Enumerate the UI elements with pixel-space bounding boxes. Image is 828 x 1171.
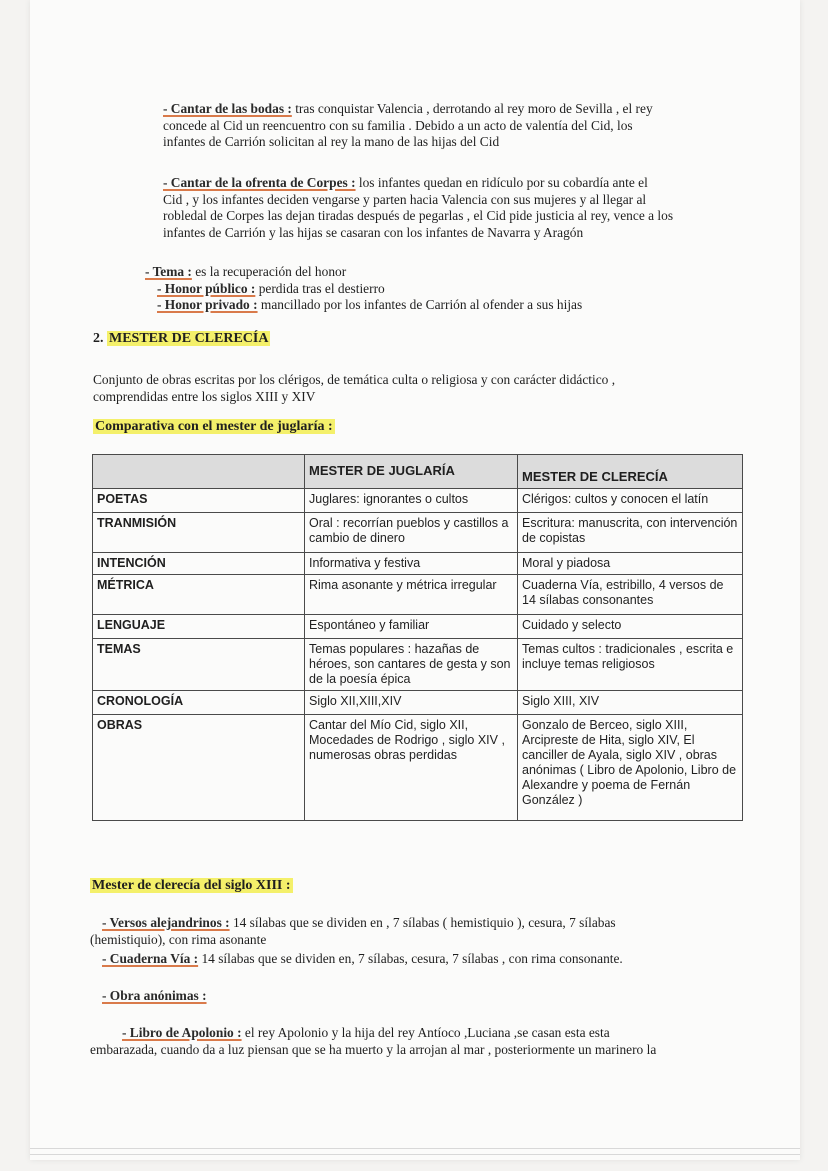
text-line: los infantes quedan en ridículo por su cobardía ante el [355,175,648,190]
page-edge-line-2 [30,1154,800,1155]
table-row [93,691,743,715]
header-clerecia: MESTER DE CLERECÍA [518,455,743,489]
text-line: Conjunto de obras escritas por los clérigos, de temática culta o religiosa y con carácter didáctico , [93,372,616,387]
section-2-heading [93,331,270,348]
cuaderna-via-text: 14 sílabas que se dividen en, 7 sílabas, cesura, 7 sílabas , con rima consonante. [198,951,623,966]
row-label: TRANMISIÓN [93,513,305,553]
cantar-corpes-paragraph [163,175,753,241]
table-row [93,615,743,639]
section-2-title: MESTER DE CLERECÍA [109,331,269,346]
text-line: infantes de Carrión solicitan al rey la mano de las hijas del Cid [163,134,500,149]
versos-alejandrinos-term: - Versos alejandrinos : [102,915,230,930]
cell-clerecia: Gonzalo de Berceo, siglo XIII, Arcipreste de Hita, siglo XIV, El canciller de Ayala, siglo XIV , obras anónimas ( Libro de Apolonio, Libro de Alexandre y poema de Fernán González ) [518,715,743,821]
text-line: robledal de Corpes las dejan tiradas después de pegarlas , el Cid pide justicia al rey, vence a los [163,208,674,223]
cell-clerecia: Siglo XIII, XIV [518,691,743,715]
table-row [93,715,743,821]
cell-clerecia: Escritura: manuscrita, con intervención de copistas [518,513,743,553]
table-header-row [93,455,743,489]
cell-clerecia: Clérigos: cultos y conocen el latín [518,489,743,513]
header-empty-cell [93,455,305,489]
cell-juglaria: Rima asonante y métrica irregular [305,575,518,615]
row-label: OBRAS [93,715,305,821]
table-row [93,639,743,691]
table-row [93,575,743,615]
cell-clerecia: Temas cultos : tradicionales , escrita e incluye temas religiosos [518,639,743,691]
section-2-number: 2. [93,331,107,346]
cell-juglaria: Cantar del Mío Cid, siglo XII, Mocedades de Rodrigo , siglo XIV , numerosas obras perdidas [305,715,518,821]
cuaderna-via-term: - Cuaderna Vía : [102,951,199,966]
versos-alejandrinos-paragraph [90,915,740,948]
comparison-heading [93,419,335,436]
cantar-corpes-term: - Cantar de la ofrenta de Corpes : [163,175,356,190]
tema-block [145,264,745,314]
header-juglaria: MESTER DE JUGLARÍA [305,455,518,489]
cuaderna-via-paragraph [102,951,742,968]
text-line: tras conquistar Valencia , derrotando al rey moro de Sevilla , el rey [291,101,653,116]
text-line: (hemistiquio), con rima asonante [90,931,267,947]
section-2-description [93,372,733,405]
comparison-table [92,454,743,821]
cell-clerecia: Moral y piadosa [518,553,743,575]
honor-publico-term: - Honor público : [157,280,256,296]
table-row [93,553,743,575]
table-row [93,489,743,513]
page-edge-line [30,1148,800,1149]
honor-publico-text: perdida tras el destierro [255,280,385,296]
row-label: TEMAS [93,639,305,691]
obras-anonimas-paragraph [102,988,207,1005]
cell-juglaria: Temas populares : hazañas de héroes, son cantares de gesta y son de la poesía épica [305,639,518,691]
cell-juglaria: Informativa y festiva [305,553,518,575]
libro-apolonio-term: - Libro de Apolonio : [122,1025,242,1040]
libro-apolonio-paragraph [90,1025,740,1058]
text-line: el rey Apolonio y la hija del rey Antíoco ,Luciana ,se casan esta esta [241,1025,610,1040]
cell-juglaria: Espontáneo y familiar [305,615,518,639]
honor-privado-term: - Honor privado : [157,297,258,312]
cell-juglaria: Siglo XII,XIII,XIV [305,691,518,715]
cell-juglaria: Juglares: ignorantes o cultos [305,489,518,513]
row-label: CRONOLOGÍA [93,691,305,715]
cantar-bodas-term: - Cantar de las bodas : [163,101,292,116]
row-label: POETAS [93,489,305,513]
row-label: MÉTRICA [93,575,305,615]
text-line: embarazada, cuando da a luz piensan que se ha muerto y la arrojan al mar , posteriormente un marinero la [90,1041,657,1057]
obras-anonimas-term: - Obra anónimas : [102,988,207,1003]
cantar-bodas-paragraph [163,101,743,151]
row-label: INTENCIÓN [93,553,305,575]
text-line: infantes de Carrión y las hijas se casaran con los infantes de Navarra y Aragón [163,224,584,240]
tema-term: - Tema : [145,264,192,279]
cell-juglaria: Oral : recorrían pueblos y castillos a cambio de dinero [305,513,518,553]
text-line: concede al Cid un reencuentro con su familia . Debido a un acto de valentía del Cid, los [163,117,633,133]
row-label: LENGUAJE [93,615,305,639]
tema-text: es la recuperación del honor [191,264,347,279]
text-line: comprendidas entre los siglos XIII y XIV [93,388,316,404]
section-xiii-heading [90,878,293,895]
cell-clerecia: Cuaderna Vía, estribillo, 4 versos de 14 sílabas consonantes [518,575,743,615]
table-row [93,513,743,553]
text-line: 14 sílabas que se dividen en , 7 sílabas ( hemistiquio ), cesura, 7 sílabas [229,915,616,930]
text-line: Cid , y los infantes deciden vengarse y parten hacia Valencia con sus mujeres y al llegar al [163,191,647,207]
comparison-heading-text: Comparativa con el mester de juglaría : [95,419,333,434]
cell-clerecia: Cuidado y selecto [518,615,743,639]
honor-privado-text: mancillado por los infantes de Carrión al ofender a sus hijas [257,297,583,312]
section-xiii-heading-text: Mester de clerecía del siglo XIII : [92,878,291,893]
